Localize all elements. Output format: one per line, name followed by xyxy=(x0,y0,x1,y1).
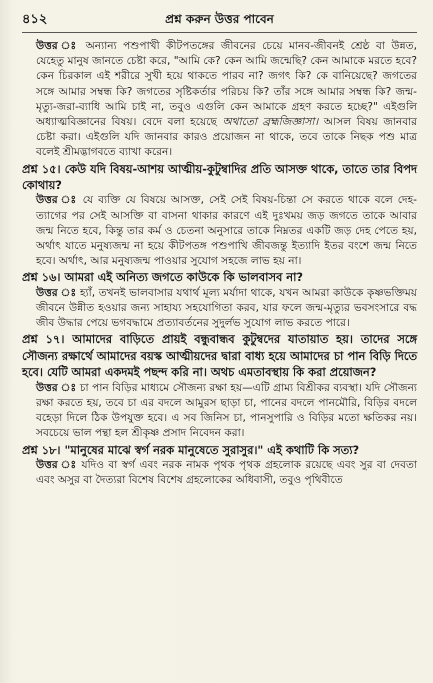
answer-label: উত্তর ঃ xyxy=(36,458,78,471)
answer-paragraph xyxy=(22,458,417,488)
answer-text: যে ব্যক্তি যে বিষয়ে আসক্ত, সেই সেই বিষয়-চিন্তা সে করতে থাকে বলে দেহ-ত্যাগের পর সেই আসক্তি বা বাসনা থাকার কারণে এই দুঃখময় জড় জগতে তাকে আবার জন্ম নিতে হবে, কিন্তু তার কর্ম ও চেতনা অনুসারে তাকে নিম্নতর একটি জড় দেহ পেতে হয়, অর্থাৎ যাতে মনুষ্যজন্ম না হয়ে কীটপতঙ্গ পশুপাখি জীবজন্তু ইত্যাদি ইতর বংশে জন্ম নিতে হবে। অর্থাৎ, আর মনুষ্যজন্ম পাওয়ার সুযোগ সহজে লাভ হয় না। xyxy=(36,194,417,268)
question-text: আমরা এই অনিত্য জগতে কাউকে কি ভালবাসব না? xyxy=(64,270,303,285)
page-number: ৪১২ xyxy=(22,12,48,27)
page-header xyxy=(22,10,417,33)
answer-label: উত্তর ঃ xyxy=(36,40,80,52)
question-label: প্রশ্ন ১৬। xyxy=(22,270,61,285)
answer-text: হ্যাঁ, তখনই ভালবাসার যথার্থ মূল্য মর্যাদা থাকে, যখন আমরা কাউকে কৃষ্ণভক্তিময় জীবনে উন্নীত হওয়ার জন্য সাহায্য সহযোগিতা করব, যার ফলে জন্ম-মৃত্যুর ভবসংসারে বদ্ধ জীব উদ্ধার পেয়ে ভগবদ্ধামে প্রত্যাবর্তনের সুদুর্লভ সুযোগ লাভ করতে পারে। xyxy=(36,286,417,330)
answer-paragraph xyxy=(22,381,417,442)
question-text: আমাদের বাড়িতে প্রায়ই বন্ধুবান্ধব কুটুম্বদের যাতায়াত হয়। তাদের সঙ্গে সৌজন্য রক্ষার্থে আমাদের বয়স্ক আত্মীয়দের দ্বারা বাধ্য হয়ে আমাদের চা পান বিড়ি দিতে হবে। যেটি আমরা একদমই পছন্দ করি না। অথচ এমতাবস্থায় কি করা প্রয়োজন? xyxy=(22,332,418,380)
question-paragraph xyxy=(22,161,417,194)
answer-text: অন্যান্য পশুপাখী কীটপতঙ্গের জীবনের চেয়ে মানব-জীবনই শ্রেষ্ঠ বা উন্নত, যেহেতু মানুষ জানতে চেষ্টা করে, "আমি কে? কেন আমি জন্মেছি? কেন আমাকে মরতে হবে? কেন চিরকাল এই শরীরে সুখী হয়ে থাকতে পারব না? জগৎ কি? কে বানিয়েছে? জগতের সঙ্গে আমার সম্বন্ধ কি? জগতের সৃষ্টিকর্তার পরিচয় কি? তাঁর সঙ্গে আমার সম্বন্ধ কি? জন্ম-মৃত্যু-জরা-ব্যাধি আমি চাই না, তবুও এগুলি কেন আমাকে গ্রহণ করতে হচ্ছে?" এইগুলি অধ্যাত্মবিজ্ঞানের বিষয়। বেদে বলা হয়েছে xyxy=(36,40,417,129)
question-label: প্রশ্ন ১৭। xyxy=(22,332,65,347)
answer-text: চা পান বিড়ির মাধ্যমে সৌজন্য রক্ষা হয়—এটি গ্রাম্য বিশ্রীকর ব্যবস্থা। যদি সৌজন্য রক্ষা করতে হয়, তবে চা এর বদলে আমুরস ছাড়া চা, পানের বদলে পানমৌরি, বিড়ির বদলে বহেড়া দিলে ঠিক উপযুক্ত হবে। এ সব জিনিস চা, পানসুপারি ও বিড়ির মতো ক্ষতিকর নয়। সবচেয়ে ভাল পন্থা হল শ্রীকৃষ্ণ প্রসাদ নিবেদন করা। xyxy=(36,381,417,440)
question-label: প্রশ্ন ১৮। xyxy=(22,442,61,457)
answer-paragraph xyxy=(22,286,417,332)
question-paragraph xyxy=(22,442,417,458)
answer-paragraph xyxy=(22,193,417,269)
question-paragraph xyxy=(22,269,417,285)
answer-text: যদিও বা স্বর্গ এবং নরক নামক পৃথক পৃথক গ্রহলোক রয়েছে এবং সুর বা দেবতা এবং অসুর বা দৈত্যরা বিশেষ বিশেষ গ্রহলোকের অধিবাসী, তবুও পৃথিবীতে xyxy=(36,458,417,487)
answer-label: উত্তর ঃ xyxy=(36,381,77,394)
answer-text-continued: আসল বিষয় জানবার চেষ্টা করা। এইগুলি যদি জানবার কারও প্রয়োজন না থাকে, তবে তাকে নিছক পশু মাত্র বলেই শ্রীমদ্ভাগবতে ব্যাখা করেন। xyxy=(36,116,418,159)
running-title: প্রশ্ন করুন উত্তর পাবেন xyxy=(165,12,274,26)
question-text: কেউ যদি বিষয়-আশয় আত্মীয়-কুটুম্বাদির প্রতি আসক্ত থাকে, তাতে তার বিপদ কোথায়? xyxy=(22,161,417,193)
answer-label: উত্তর ঃ xyxy=(36,194,78,207)
answer-label: উত্তর ঃ xyxy=(36,286,77,299)
question-paragraph xyxy=(22,331,417,380)
answer-emphasis: অথাতো ব্রহ্মজিজ্ঞাসা। xyxy=(222,116,319,129)
question-text: "মানুষের মাঝে স্বর্গ নরক মানুষেতে সুরাসুর।" এই কথাটি কি সত্য? xyxy=(64,442,360,457)
question-label: প্রশ্ন ১৫। xyxy=(22,161,61,176)
page-body xyxy=(22,39,417,488)
answer-paragraph xyxy=(22,39,417,161)
